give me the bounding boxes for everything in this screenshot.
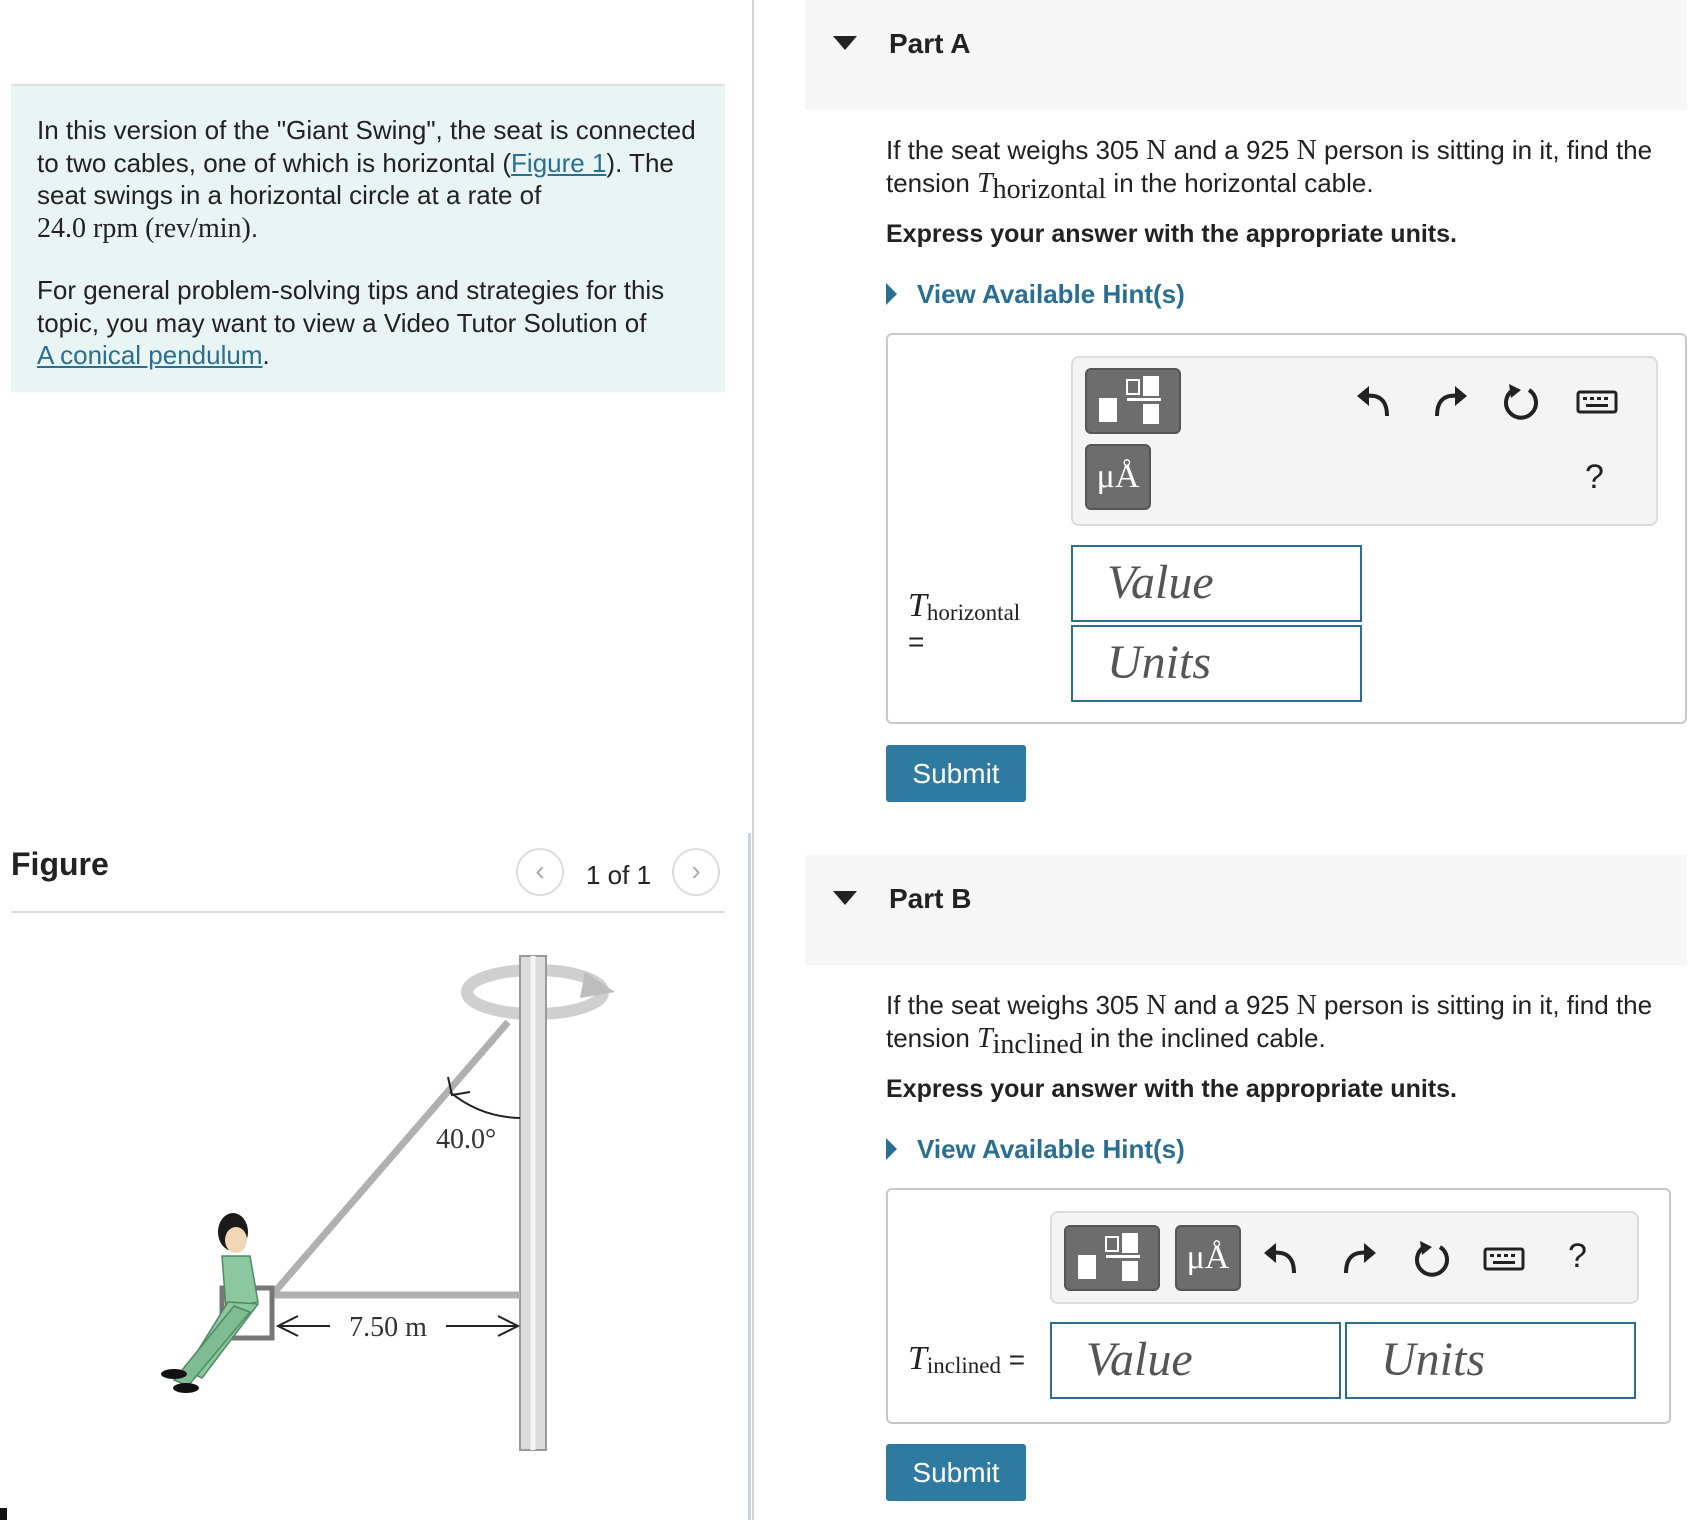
collapse-triangle-icon [833, 891, 857, 905]
question-text: If the seat weighs 305 [886, 990, 1139, 1020]
units-button[interactable] [1175, 1225, 1241, 1291]
tension-symbol: T [908, 1340, 927, 1377]
video-tutor-link[interactable]: A conical pendulum [37, 340, 263, 370]
expand-triangle-icon [886, 1138, 897, 1160]
unit-n: N [1296, 990, 1317, 1021]
question-text: in the inclined cable. [1090, 1023, 1326, 1053]
figure-divider [11, 911, 725, 913]
part-b-units-input[interactable]: Units [1345, 1322, 1636, 1399]
unit-n: N [1146, 990, 1167, 1021]
unit-n: N [1146, 135, 1167, 166]
person-on-seat [161, 1213, 272, 1393]
intro-paragraph-1 [37, 114, 699, 245]
units-label: μÅ [1096, 458, 1140, 495]
intro-paragraph-2 [37, 274, 699, 372]
chevron-left-icon: ‹ [535, 855, 545, 886]
part-b-question-text [886, 989, 1686, 1061]
help-button[interactable]: ? [1568, 1237, 1587, 1275]
part-a-variable-label [908, 587, 1020, 658]
figure-link[interactable]: Figure 1 [511, 147, 607, 178]
units-label: μÅ [1186, 1239, 1230, 1276]
part-a-title: Part A [889, 28, 971, 59]
inclined-cable [272, 1022, 508, 1295]
intro-text: ). The seat swings in a horizontal circle at a rate of [37, 147, 674, 210]
tension-subscript: inclined [926, 1353, 1002, 1378]
chevron-right-icon: › [691, 855, 701, 886]
corner-mark [0, 1508, 7, 1520]
part-a-hint-link[interactable] [886, 279, 1185, 310]
keyboard-icon[interactable] [1575, 380, 1619, 424]
angle-arc [450, 1092, 520, 1118]
undo-icon[interactable] [1353, 380, 1397, 424]
question-text: If the seat weighs 305 [886, 135, 1139, 165]
part-a-header[interactable] [805, 0, 1687, 110]
part-b-submit-button[interactable]: Submit [886, 1444, 1026, 1501]
part-a-math-toolbar [1071, 356, 1658, 526]
left-panel [0, 0, 754, 1520]
reset-icon[interactable] [1410, 1237, 1454, 1281]
unit-n: N [1296, 135, 1317, 166]
part-b-math-toolbar [1050, 1211, 1639, 1304]
fraction-template-icon [1087, 370, 1179, 432]
part-b-instructions: Express your answer with the appropriate units. [886, 1075, 1457, 1103]
part-b-title: Part B [889, 883, 972, 914]
keyboard-icon[interactable] [1482, 1237, 1526, 1281]
hint-label: View Available Hint(s) [917, 1134, 1185, 1164]
figure-title: Figure [11, 846, 109, 882]
part-b-value-input[interactable]: Value [1050, 1322, 1341, 1399]
intro-text: . [250, 212, 259, 243]
fraction-template-icon [1066, 1227, 1158, 1289]
help-button[interactable]: ? [1585, 458, 1604, 496]
tension-subscript: horizontal [926, 600, 1021, 625]
templates-button[interactable] [1064, 1225, 1160, 1291]
part-a-question [886, 134, 1686, 206]
rate-value: 24.0 rpm (rev/min) [37, 212, 251, 244]
undo-icon[interactable] [1260, 1237, 1304, 1281]
scrollbar[interactable] [748, 833, 751, 1520]
part-a-instructions: Express your answer with the appropriate units. [886, 220, 1457, 248]
rotation-arrowhead [580, 972, 615, 998]
redo-icon[interactable] [1336, 1237, 1380, 1281]
tension-subscript: inclined [992, 1029, 1083, 1060]
part-a-submit-button[interactable]: Submit [886, 745, 1026, 802]
intro-text: . [262, 340, 270, 370]
giant-swing-figure [130, 950, 630, 1460]
units-button[interactable] [1085, 444, 1151, 510]
tension-symbol: T [977, 168, 993, 199]
figure-next-button[interactable] [672, 848, 720, 896]
part-a-value-input[interactable]: Value [1071, 545, 1362, 622]
figure-counter: 1 of 1 [586, 860, 652, 890]
distance-label: 7.50 m [349, 1312, 427, 1343]
question-text: and a 925 [1173, 990, 1290, 1020]
question-text: in the horizontal cable. [1113, 168, 1374, 198]
part-a-answer-box [886, 333, 1687, 724]
part-b-variable-label [908, 1340, 1025, 1379]
part-b-header[interactable] [805, 855, 1687, 965]
hint-label: View Available Hint(s) [917, 279, 1185, 309]
tension-symbol: T [908, 587, 927, 624]
part-a-question-text [886, 134, 1686, 206]
tension-symbol: T [977, 1023, 993, 1054]
part-a-units-input[interactable]: Units [1071, 625, 1362, 702]
part-b-question [886, 989, 1686, 1061]
tension-subscript: horizontal [992, 174, 1107, 205]
intro-text: For general problem-solving tips and strategies for this topic, you may want to view a Video Tutor Solution of [37, 275, 665, 338]
part-b-answer-box [886, 1188, 1671, 1424]
question-text: person is sitting in it, find the tension [886, 135, 1653, 198]
part-b-hint-link[interactable] [886, 1134, 1185, 1165]
redo-icon[interactable] [1427, 380, 1471, 424]
figure-prev-button[interactable] [516, 848, 564, 896]
angle-label: 40.0° [436, 1124, 497, 1155]
collapse-triangle-icon [833, 36, 857, 50]
templates-button[interactable] [1085, 368, 1181, 434]
question-text: person is sitting in it, find the tension [886, 990, 1653, 1053]
intro-text: In this version of the "Giant Swing", the seat is connected to two cables, one of which is horizontal ( [37, 115, 696, 178]
question-text: and a 925 [1173, 135, 1290, 165]
equals-sign: = [908, 626, 925, 657]
expand-triangle-icon [886, 283, 897, 305]
intro-box [11, 84, 725, 392]
equals-sign: = [1008, 1344, 1026, 1375]
reset-icon[interactable] [1499, 380, 1543, 424]
